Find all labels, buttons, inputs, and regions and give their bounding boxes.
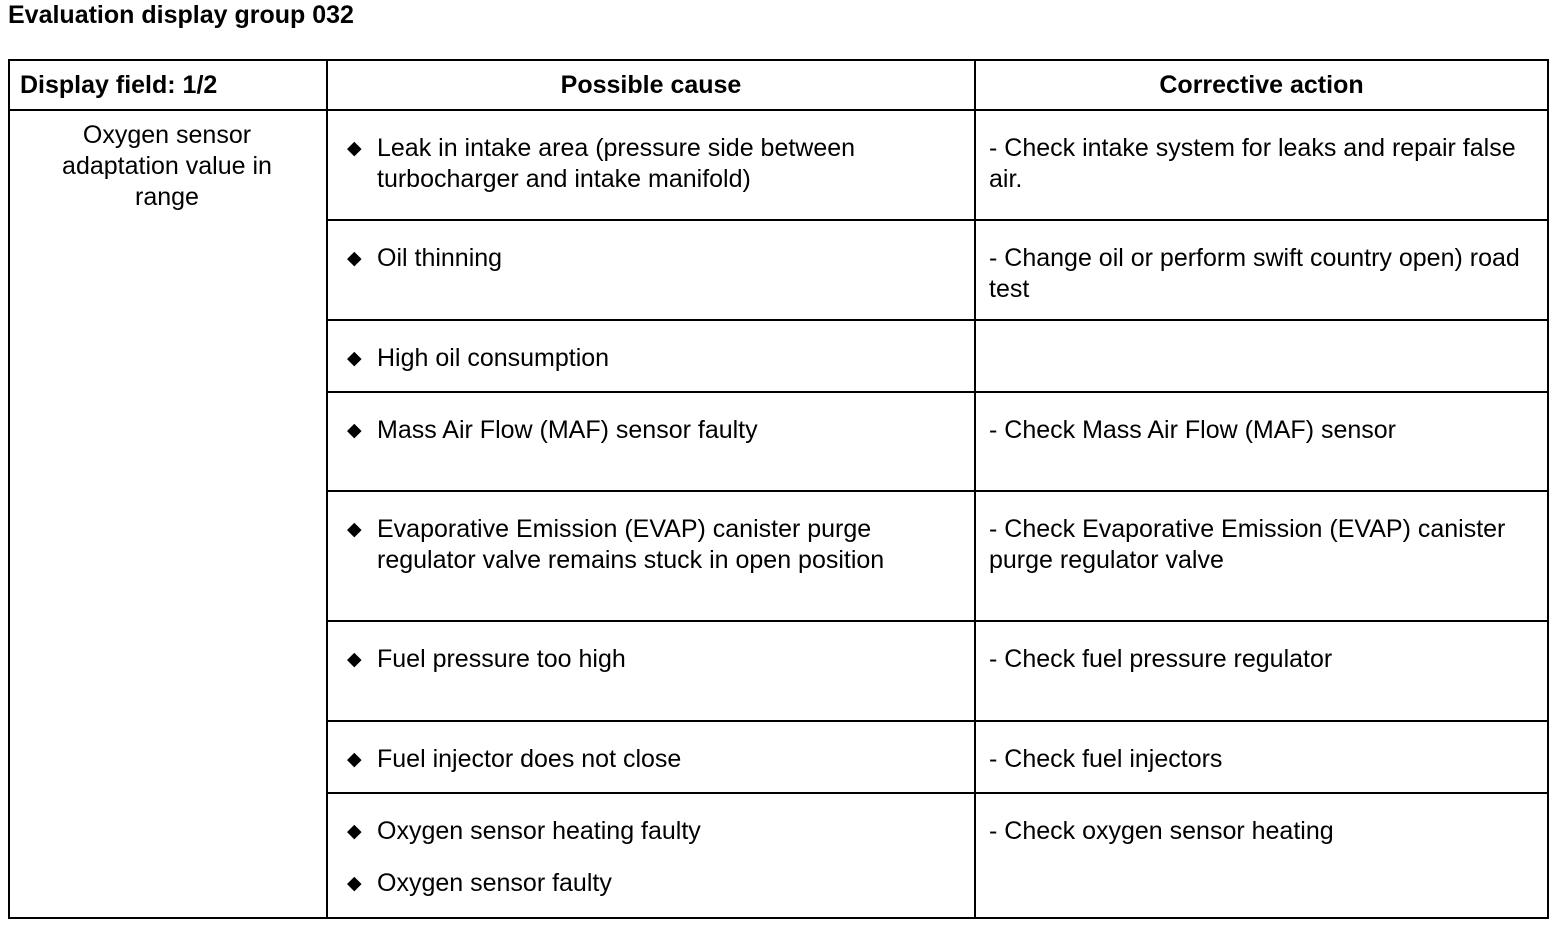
diamond-bullet-icon: ◆ (347, 348, 362, 369)
cause-text: Oxygen sensor faulty (377, 869, 612, 897)
possible-cause-cell (328, 492, 976, 622)
possible-cause-cell (328, 622, 976, 722)
diamond-bullet-icon: ◆ (347, 873, 362, 894)
cause-text: Oil thinning (377, 244, 503, 272)
cause-item (347, 868, 964, 899)
corrective-action-cell: - Check Mass Air Flow (MAF) sensor (976, 393, 1547, 492)
diamond-bullet-icon: ◆ (347, 248, 362, 269)
corrective-action-cell: - Check intake system for leaks and repair false air. (976, 111, 1547, 221)
diamond-bullet-icon: ◆ (347, 749, 362, 770)
cause-item (347, 744, 964, 775)
cause-text: Oxygen sensor heating faulty (377, 817, 701, 845)
diamond-bullet-icon: ◆ (347, 138, 362, 159)
display-field-description: Oxygen sensor adaptation value in range (10, 111, 328, 917)
possible-cause-cell (328, 111, 976, 221)
cause-text: Evaporative Emission (EVAP) canister purge regulator valve remains stuck in open position (377, 515, 885, 574)
possible-cause-cell (328, 221, 976, 321)
cause-text: Fuel injector does not close (377, 745, 682, 773)
corrective-action-cell: - Check fuel injectors (976, 722, 1547, 794)
diamond-bullet-icon: ◆ (347, 821, 362, 842)
header-possible-cause: Possible cause (328, 61, 976, 111)
possible-cause-cell (328, 321, 976, 393)
corrective-action-cell (976, 321, 1547, 393)
corrective-action-cell: - Check Evaporative Emission (EVAP) canister purge regulator valve (976, 492, 1547, 622)
cause-item (347, 644, 964, 675)
cause-text: Mass Air Flow (MAF) sensor faulty (377, 416, 758, 444)
cause-item (347, 514, 964, 576)
evaluation-table (8, 59, 1549, 919)
header-display-field: Display field: 1/2 (10, 61, 328, 111)
cause-item (347, 133, 964, 195)
diamond-bullet-icon: ◆ (347, 649, 362, 670)
corrective-action-cell: - Check fuel pressure regulator (976, 622, 1547, 722)
possible-cause-cell (328, 393, 976, 492)
possible-cause-cell (328, 794, 976, 917)
cause-text: Fuel pressure too high (377, 645, 626, 673)
cause-text: Leak in intake area (pressure side between turbocharger and intake manifold) (377, 134, 856, 193)
cause-item (347, 243, 964, 274)
diamond-bullet-icon: ◆ (347, 420, 362, 441)
page-title: Evaluation display group 032 (8, 1, 354, 29)
corrective-action-cell: - Check oxygen sensor heating (989, 817, 1334, 845)
header-corrective-action: Corrective action (976, 61, 1547, 111)
diamond-bullet-icon: ◆ (347, 519, 362, 540)
corrective-action-cell: - Change oil or perform swift country open) road test (976, 221, 1547, 321)
possible-cause-cell (328, 722, 976, 794)
cause-item (347, 816, 964, 847)
cause-item (347, 415, 964, 446)
cause-text: High oil consumption (377, 344, 610, 372)
cause-item (347, 343, 964, 374)
